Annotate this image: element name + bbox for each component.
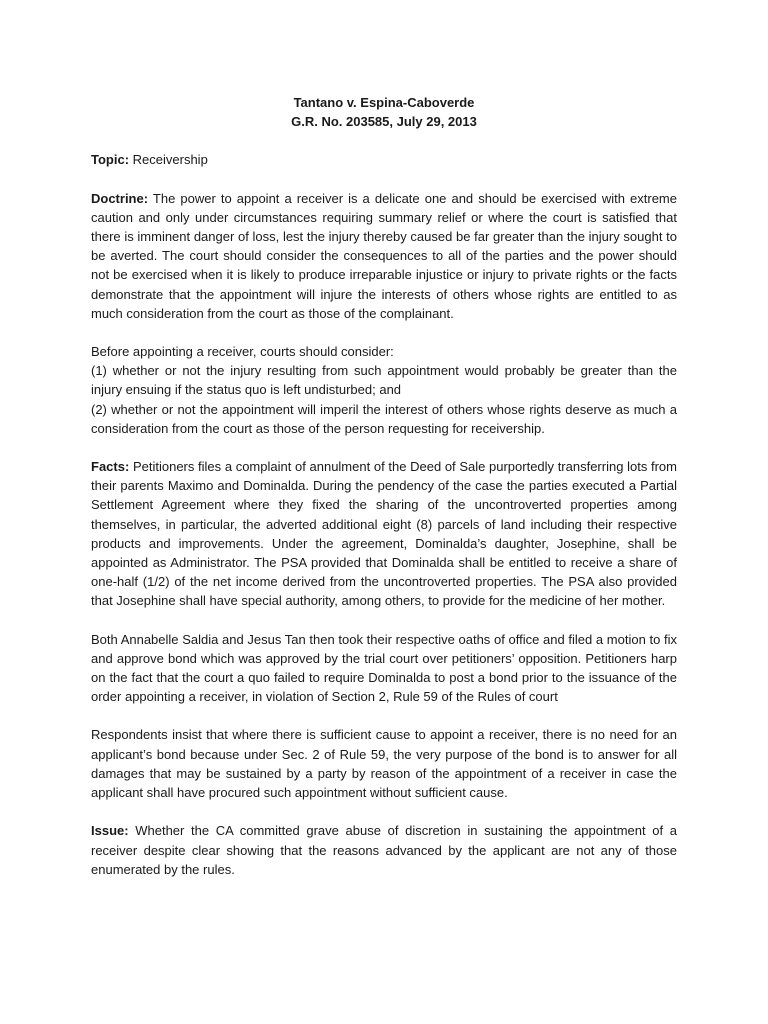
facts-text: Petitioners files a complaint of annulment of the Deed of Sale purportedly transferring lots from their parents Maximo and Dominalda. During the pendency of the case the parties executed a Partial Settlement Agreement where they fixed the sharing of the uncontroverted properties among themselves, in particular, the adverted additional eight (8) parcels of land including their respective products and improvements. Under the agreement, Dominalda’s daughter, Josephine, shall be appointed as Administrator. The PSA provided that Dominalda shall be entitled to receive a share of one-half (1/2) of the net income derived from the uncontroverted properties. The PSA also provided that Josephine shall have special authority, among others, to provide for the medicine of her mother.	[91, 459, 677, 609]
bond-paragraph: Both Annabelle Saldia and Jesus Tan then took their respective oaths of office and filed a motion to fix and approve bond which was approved by the trial court over petitioners’ opposition. Petitioners harp on the fact that the court a quo failed to require Dominalda to post a bond prior to the issuance of the order appointing a receiver, in violation of Section 2, Rule 59 of the Rules of court	[91, 631, 677, 705]
respondents-paragraph: Respondents insist that where there is sufficient cause to appoint a receiver, there is no need for an applicant’s bond because under Sec. 2 of Rule 59, the very purpose of the bond is to answer for all damages that may be sustained by a party by reason of the appointment of a receiver in case the applicant shall have procured such appointment without sufficient cause.	[91, 727, 677, 801]
issue-label: Issue:	[91, 823, 129, 839]
topic-label: Topic:	[91, 152, 130, 168]
topic-paragraph	[91, 150, 677, 169]
doctrine-label: Doctrine:	[91, 190, 149, 206]
consideration-item-1: (1) whether or not the injury resulting from such appointment would probably be greater than the injury ensuing if the status quo is left undisturbed; and	[91, 363, 677, 398]
case-number: G.R. No. 203585, July 29, 2013	[291, 114, 477, 130]
topic-value: Receivership	[132, 152, 208, 168]
issue-paragraph	[91, 821, 677, 879]
issue-text: Whether the CA committed grave abuse of discretion in sustaining the appointment of a receiver despite clear showing that the reasons advanced by the applicant are not any of those enumerated by the rules.	[91, 823, 677, 877]
doctrine-text: The power to appoint a receiver is a delicate one and should be exercised with extreme caution and only under circumstances requiring summary relief or where the court is satisfied that there is imminent danger of loss, lest the injury thereby caused be far greater than the injury sought to be averted. The court should consider the consequences to all of the parties and the power should not be exercised when it is likely to produce irreparable injustice or injury to private rights or the facts demonstrate that the appointment will injure the interests of others whose rights are entitled to as much consideration from the court as those of the complainant.	[91, 190, 677, 321]
considerations-block	[91, 342, 677, 438]
facts-paragraph	[91, 457, 677, 611]
considerations-intro: Before appointing a receiver, courts should consider:	[91, 344, 394, 360]
case-title: Tantano v. Espina-Caboverde	[293, 95, 475, 110]
document-page	[91, 93, 677, 898]
doctrine-paragraph	[91, 189, 677, 323]
facts-label: Facts:	[91, 459, 130, 475]
case-header	[91, 93, 677, 131]
consideration-item-2: (2) whether or not the appointment will imperil the interest of others whose rights deserve as much a consideration from the court as those of the person requesting for receivership.	[91, 401, 677, 436]
